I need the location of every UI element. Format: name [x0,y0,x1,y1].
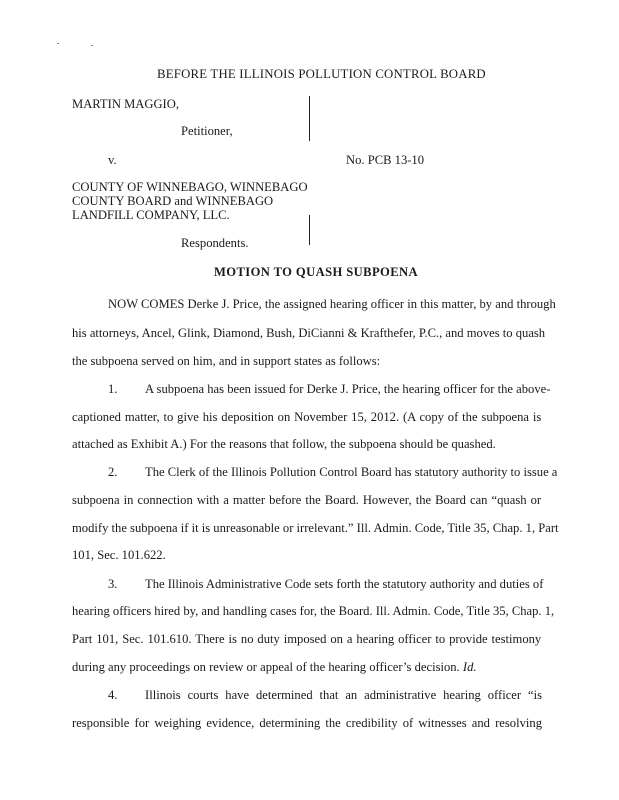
paragraph-number: 2. [108,465,118,479]
respondent-line: COUNTY BOARD and WINNEBAGO [72,194,274,208]
respondent-line: LANDFILL COMPANY, LLC. [72,208,230,222]
respondent-role: Respondents. [181,236,249,250]
respondent-line: COUNTY OF WINNEBAGO, WINNEBAGO [72,180,308,194]
scan-speck [57,43,59,44]
intro-line: his attorneys, Ancel, Glink, Diamond, Bush, DiCianni & Krafthefer, P.C., and moves to quash [72,326,546,340]
intro-line: the subpoena served on him, and in support states as follows: [72,354,381,368]
versus: v. [108,153,117,167]
caption-divider [309,215,310,245]
paragraph-line: modify the subpoena if it is unreasonable or irrelevant.” Ill. Admin. Code, Title 35, Chap. 1, Part [72,521,559,535]
intro-line: NOW COMES Derke J. Price, the assigned hearing officer in this matter, by and through [108,297,556,311]
paragraph-line: subpoena in connection with a matter before the Board. However, the Board can “quash or [72,493,542,507]
paragraph-line: The Clerk of the Illinois Pollution Control Board has statutory authority to issue a [145,465,558,479]
paragraph-line: 101, Sec. 101.622. [72,548,166,562]
paragraph-line: A subpoena has been issued for Derke J. Price, the hearing officer for the above- [145,382,551,396]
paragraph-line: hearing officers hired by, and handling cases for, the Board. Ill. Admin. Code, Title 35, Chap. 1, [72,604,555,618]
petitioner-role: Petitioner, [181,124,233,138]
paragraph-line: The Illinois Administrative Code sets forth the statutory authority and duties of [145,577,544,591]
paragraph-number: 4. [108,688,118,702]
case-number: No. PCB 13-10 [346,153,425,167]
caption-divider [309,96,310,141]
citation: Id. [462,660,477,674]
paragraph-line: responsible for weighing evidence, determining the credibility of witnesses and resolving [72,716,542,730]
petitioner-name: MARTIN MAGGIO, [72,97,179,111]
paragraph-line: captioned matter, to give his deposition on November 15, 2012. (A copy of the subpoena is [72,410,542,424]
paragraph-number: 3. [108,577,118,591]
scan-speck [91,45,93,46]
paragraph-line: Illinois courts have determined that an administrative hearing officer “is [145,688,542,702]
paragraph-number: 1. [108,382,118,396]
motion-title: MOTION TO QUASH SUBPOENA [214,265,419,279]
paragraph-line: during any proceedings on review or appeal of the hearing officer’s decision. Id. [72,660,477,674]
paragraph-line: attached as Exhibit A.) For the reasons that follow, the subpoena should be quashed. [72,437,496,451]
court-title: BEFORE THE ILLINOIS POLLUTION CONTROL BOARD [157,67,486,81]
paragraph-line: Part 101, Sec. 101.610. There is no duty imposed on a hearing officer to provide testimony [72,632,542,646]
